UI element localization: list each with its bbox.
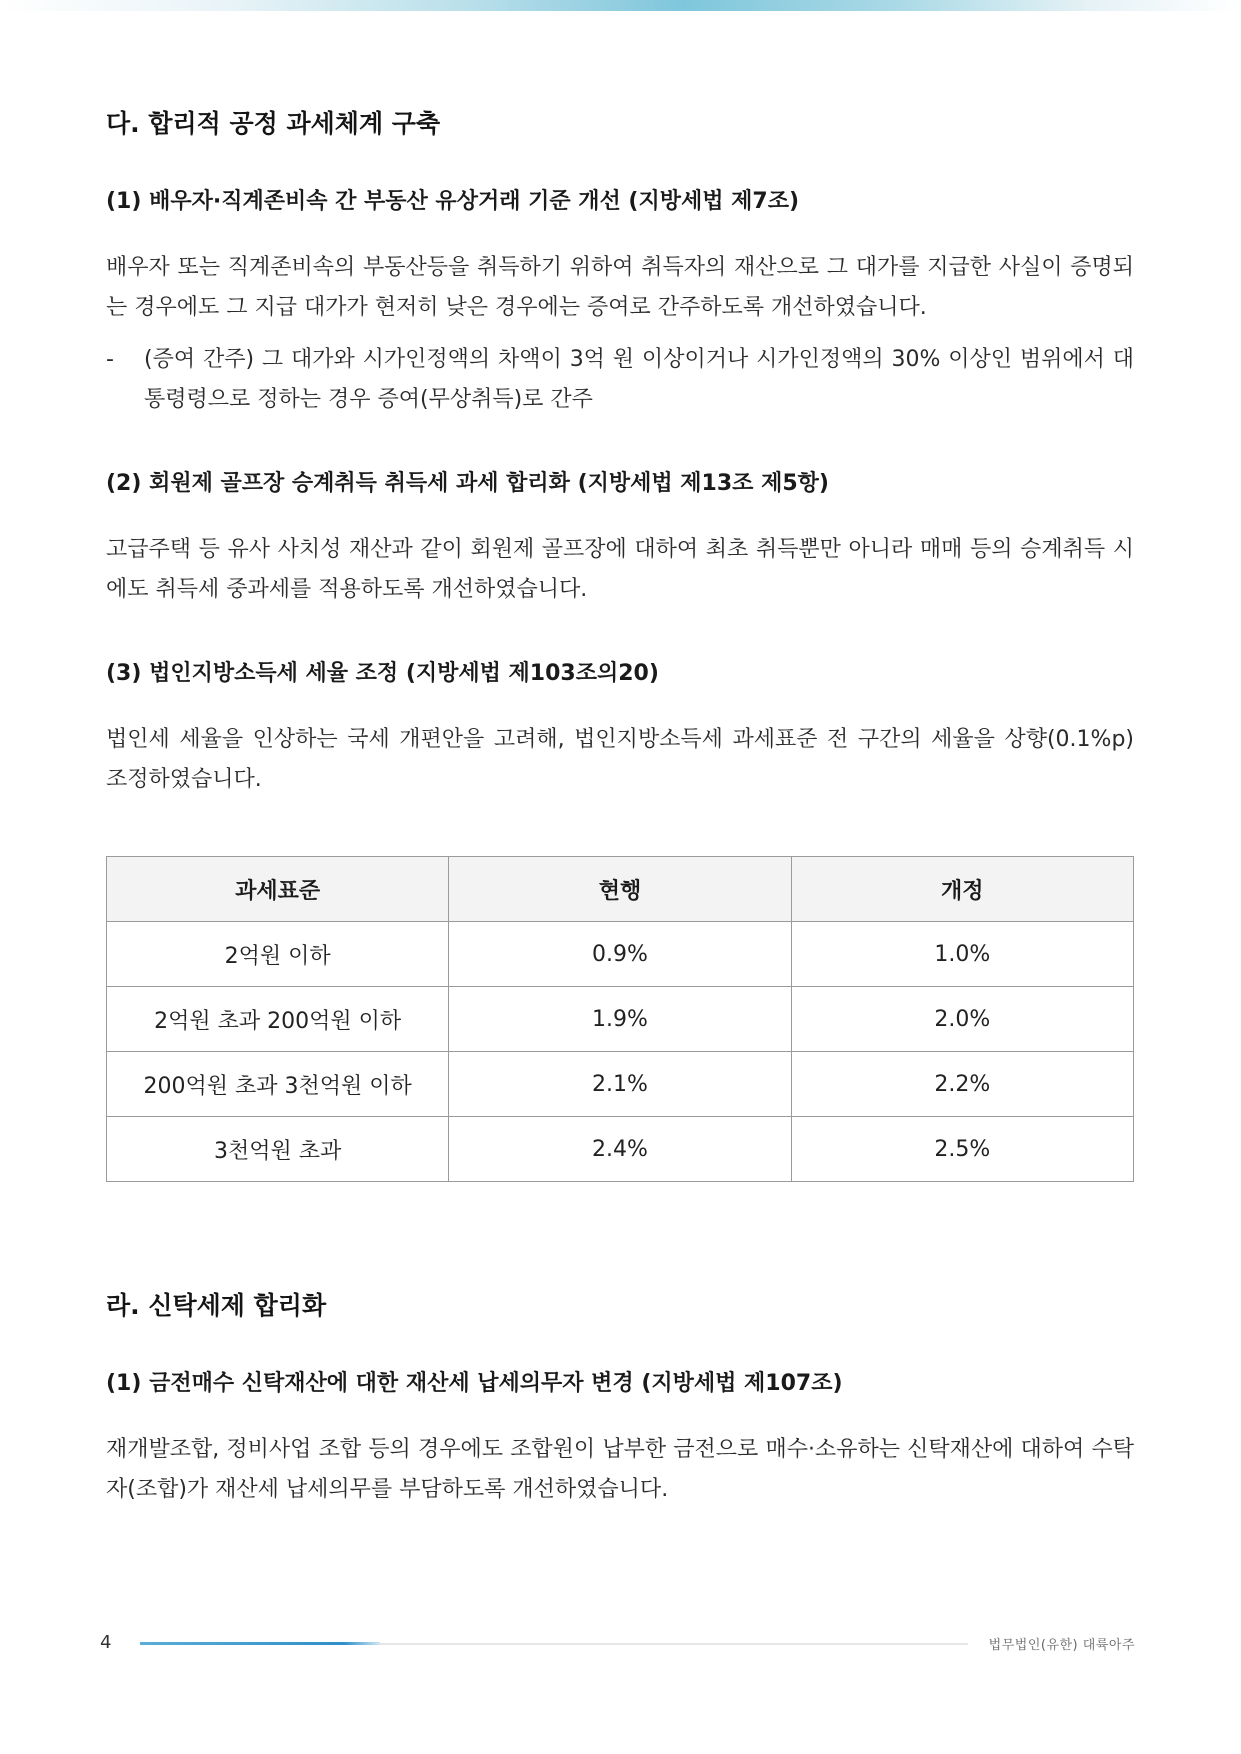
table-cell-tax-base: 2억원 초과 200억원 이하 <box>107 987 449 1052</box>
table-row <box>107 1052 1134 1117</box>
item2-title: (2) 회원제 골프장 승계취득 취득세 과세 합리화 (지방세법 제13조 제5항) <box>106 471 829 496</box>
table-cell-revised: 2.0% <box>791 987 1133 1052</box>
header-revised: 개정 <box>791 857 1133 922</box>
table-row <box>107 922 1134 987</box>
table-row <box>107 987 1134 1052</box>
bullet-dash: - <box>106 347 114 372</box>
footer-divider-accent <box>140 1642 380 1645</box>
header-current: 현행 <box>449 857 791 922</box>
table-cell-revised: 2.2% <box>791 1052 1133 1117</box>
table-cell-revised: 2.5% <box>791 1117 1133 1182</box>
table-cell-current: 1.9% <box>449 987 791 1052</box>
table-header-row <box>107 857 1134 922</box>
table-cell-current: 0.9% <box>449 922 791 987</box>
item3-body: 법인세 세율을 인상하는 국세 개편안을 고려해, 법인지방소득세 과세표준 전 구간의 세율을 상향(0.1%p) 조정하였습니다. <box>106 727 1134 792</box>
section-title-da: 다. 합리적 공정 과세체계 구축 <box>106 109 441 138</box>
table-cell-revised: 1.0% <box>791 922 1133 987</box>
item4-body: 재개발조합, 정비사업 조합 등의 경우에도 조합원이 납부한 금전으로 매수·소유하는 신탁재산에 대하여 수탁자(조합)가 재산세 납세의무를 부담하도록 개선하였습니다. <box>106 1437 1134 1502</box>
item1-body: 배우자 또는 직계존비속의 부동산등을 취득하기 위하여 취득자의 재산으로 그 대가를 지급한 사실이 증명되는 경우에도 그 지급 대가가 현저히 낮은 경우에는 증여로 간주하도록 개선하였습니다. <box>106 255 1134 320</box>
item2-body: 고급주택 등 유사 사치성 재산과 같이 회원제 골프장에 대하여 최초 취득뿐만 아니라 매매 등의 승계취득 시에도 취득세 중과세를 적용하도록 개선하였습니다. <box>106 537 1134 602</box>
page-number: 4 <box>100 1632 112 1653</box>
footer-brand: 법무법인(유한) 대륙아주 <box>988 1638 1135 1653</box>
table-cell-tax-base: 3천억원 초과 <box>107 1117 449 1182</box>
table-cell-current: 2.1% <box>449 1052 791 1117</box>
table-cell-current: 2.4% <box>449 1117 791 1182</box>
item3-title: (3) 법인지방소득세 세율 조정 (지방세법 제103조의20) <box>106 661 659 686</box>
bullet-text: (증여 간주) 그 대가와 시가인정액의 차액이 3억 원 이상이거나 시가인정액의 30% 이상인 범위에서 대통령령으로 정하는 경우 증여(무상취득)로 간주 <box>144 347 1134 412</box>
table-row <box>107 1117 1134 1182</box>
header-tax-base: 과세표준 <box>107 857 449 922</box>
item1-title: (1) 배우자·직계존비속 간 부동산 유상거래 기준 개선 (지방세법 제7조) <box>106 189 800 214</box>
table-cell-tax-base: 200억원 초과 3천억원 이하 <box>107 1052 449 1117</box>
tax-rate-table <box>106 856 1134 1182</box>
table-cell-tax-base: 2억원 이하 <box>107 922 449 987</box>
section-title-ra: 라. 신탁세제 합리화 <box>106 1291 327 1320</box>
top-decorative-bar <box>0 0 1241 11</box>
item4-title: (1) 금전매수 신탁재산에 대한 재산세 납세의무자 변경 (지방세법 제107조) <box>106 1371 843 1396</box>
